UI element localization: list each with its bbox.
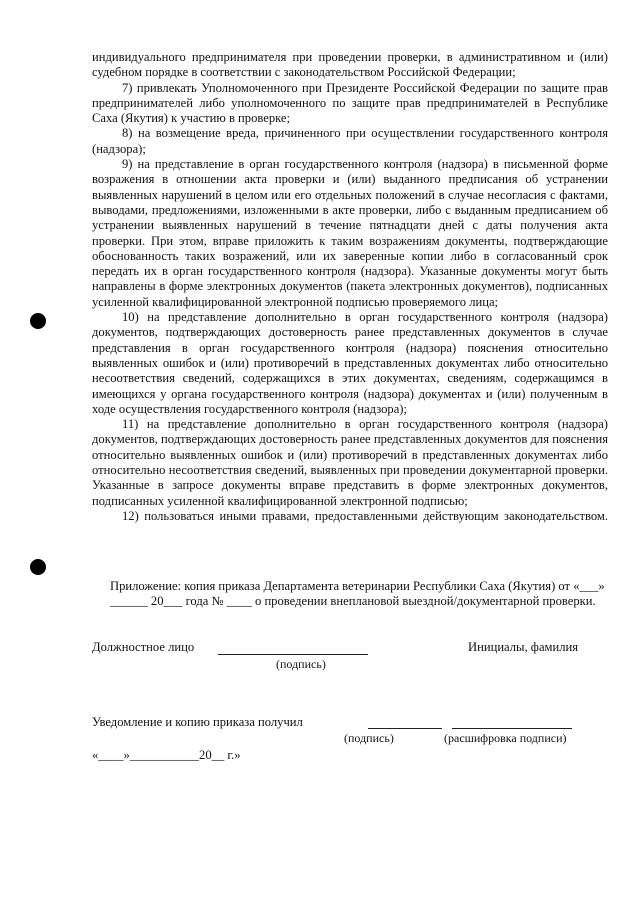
paragraph-item-10: 10) на представление дополнительно в орган государственного контроля (надзора) документов, подтверждающих достоверность ранее представленных документов в случае представления в орган государственного контроля (надзора) пояснения относительно выявленных ошибок и (или) противоречий в представленных документах либо относительно несоответствия сведений, содержащихся в этих документах, сведениям, содержащимся в имеющихся у органа государственного контроля (надзора) документах и (или) полученным в ходе осуществления государственного контроля (надзора);: [92, 310, 608, 416]
paragraph-item-9: 9) на представление в орган государственного контроля (надзора) в письменной форме возражения в отношении акта проверки и (или) выданного предписания об устранении выявленных нарушений в целом или его отдельных положений в случае несогласия с фактами, выводами, предложениями, изложенными в акте проверки, либо с выданным предписанием об устранении выявленных нарушений в течение пятнадцати дней с даты получения акта проверки. При этом, вправе приложить к таким возражениям документы, подтверждающие обоснованность таких возражений, или их заверенные копии либо в согласованный срок передать их в орган государственного контроля (надзора). Указанные документы могут быть направлены в форме электронных документов (пакета электронных документов), подписанных усиленной квалифицированной электронной подписью проверяемого лица;: [92, 157, 608, 309]
binder-hole-bottom: [30, 559, 46, 575]
receipt-signature-caption: (подпись): [344, 731, 394, 745]
receipt-date-line: «____»___________20__ г.»: [92, 748, 241, 762]
official-label: Должностное лицо: [92, 640, 195, 654]
receipt-decoding-caption: (расшифровка подписи): [444, 731, 567, 745]
paragraph-continuation: индивидуального предпринимателя при проведении проверки, в административном и (или) судебном порядке в соответствии с законодательством Российской Федерации;: [92, 50, 608, 80]
paragraph-item-8: 8) на возмещение вреда, причиненного при осуществлении государственного контроля (надзора);: [92, 126, 608, 156]
receipt-label: Уведомление и копию приказа получил: [92, 715, 303, 729]
rights-list: [92, 50, 608, 524]
official-name-label: Инициалы, фамилия: [468, 640, 579, 654]
receipt-decoding-line: [452, 728, 572, 729]
paragraph-item-12: 12) пользоваться иными правами, предоставленными действующим законодательством.: [122, 508, 608, 523]
paragraph-item-11: 11) на представление дополнительно в орган государственного контроля (надзора) документов, подтверждающих достоверность ранее представленных документов для пояснения относительно выявленных ошибок и (или) противоречий в представленных документах либо относительно несоответствия сведений, выявленных при проведении документарной проверки. Указанные в запросе документы вправе представить в форме электронных документов, подписанных усиленной квалифицированной электронной подписью;: [92, 417, 608, 508]
appendix-note: Приложение: копия приказа Департамента ветеринарии Республики Саха (Якутия) от «___» ______ 20___ года № ____ о проведении внеплановой выездной/документарной проверки.: [110, 579, 605, 609]
binder-hole-top: [30, 313, 46, 329]
official-signature-line: [218, 654, 368, 655]
receipt-signature-line: [368, 728, 442, 729]
paragraph-item-7: 7) привлекать Уполномоченного при Президенте Российской Федерации по защите прав предпринимателей либо уполномоченного по защите прав предпринимателей в Республике Саха (Якутия) к участию в проверке;: [92, 80, 608, 126]
official-signature-caption: (подпись): [276, 657, 326, 671]
